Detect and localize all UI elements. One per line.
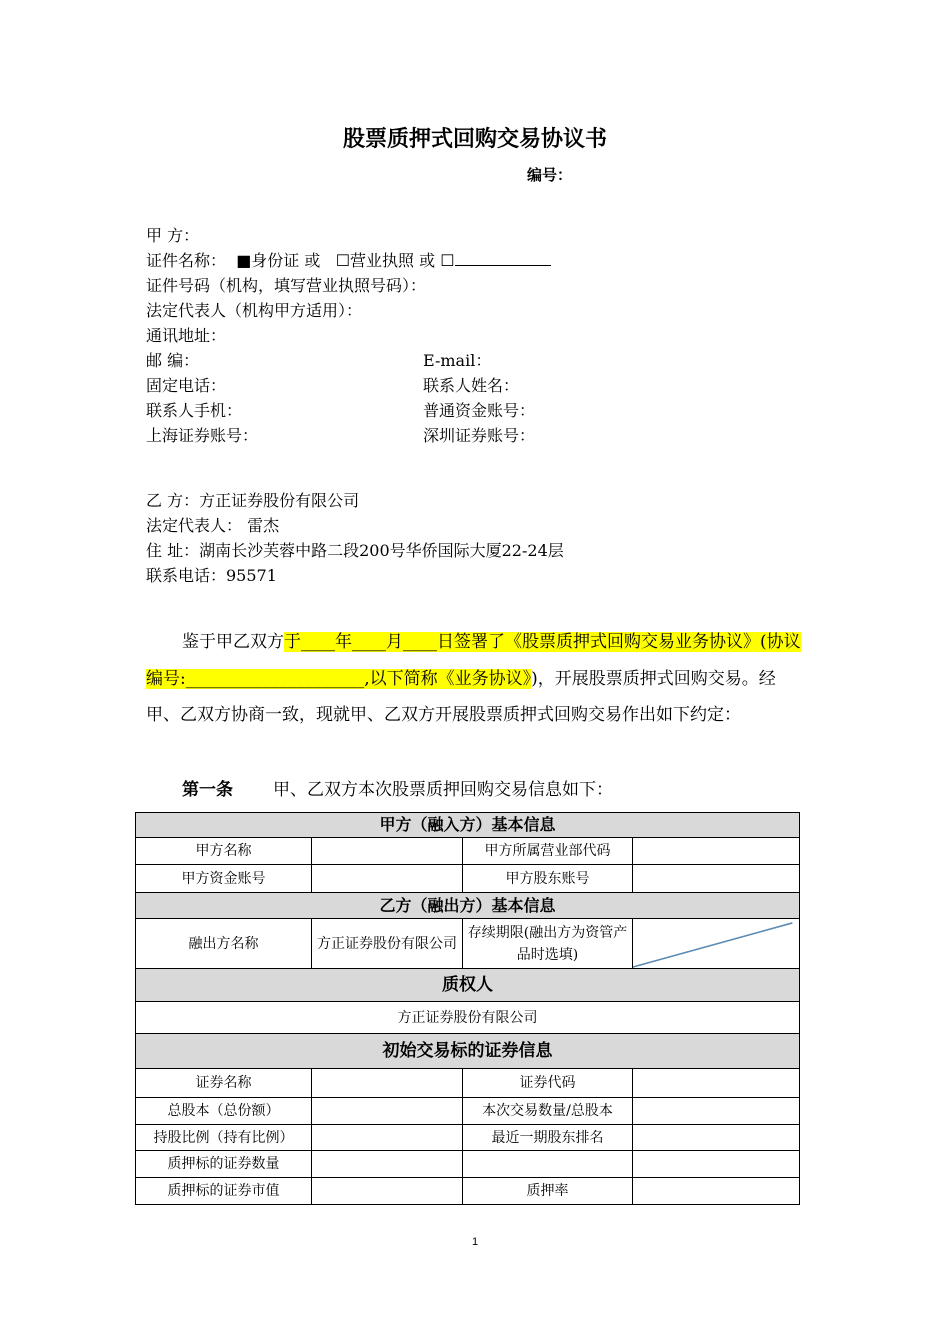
party-b-legal-rep: 法定代表人： 雷杰	[146, 516, 280, 535]
cell-hold-ratio-value[interactable]	[312, 1125, 463, 1151]
cell-b-name-label: 融出方名称	[136, 919, 312, 969]
cell-rank-value[interactable]	[633, 1125, 800, 1151]
cell-a-branch-value[interactable]	[633, 838, 800, 865]
cell-pledge-qty-label: 质押标的证券数量	[136, 1151, 312, 1178]
address-label: 通讯地址：	[146, 326, 227, 345]
cert-option-other: ☐	[440, 251, 455, 270]
email-label: E-mail：	[423, 351, 492, 370]
sz-account-label: 深圳证券账号：	[423, 426, 536, 445]
cell-pledge-value-value[interactable]	[312, 1178, 463, 1205]
preamble-start: 鉴于甲乙双方	[182, 632, 284, 652]
cell-hold-ratio-label: 持股比例（持有比例）	[136, 1125, 312, 1151]
cell-empty-label	[463, 1151, 633, 1178]
cell-a-branch-label: 甲方所属营业部代码	[463, 838, 633, 865]
preamble-end: )，开展股票质押式回购交易。经甲、乙双方协商一致，现就甲、乙双方开展股票质押式回购交易作出如下约定：	[146, 668, 776, 725]
cell-pledge-value-label: 质押标的证券市值	[136, 1178, 312, 1205]
cell-a-holder-value[interactable]	[633, 865, 800, 893]
cell-a-name-value[interactable]	[312, 838, 463, 865]
cell-sec-code-label: 证券代码	[463, 1069, 633, 1098]
cert-option-id-card: ■身份证	[236, 251, 300, 270]
cell-a-holder-label: 甲方股东账号	[463, 865, 633, 893]
party-b-address: 住 址：湖南长沙芙蓉中路二段200号华侨国际大厦22-24层	[146, 541, 564, 560]
cell-rank-label: 最近一期股东排名	[463, 1125, 633, 1151]
cell-total-shares-value[interactable]	[312, 1098, 463, 1125]
page-number: 1	[471, 1236, 479, 1248]
cell-b-name-value: 方正证券股份有限公司	[312, 919, 463, 969]
number-label: 编号：	[527, 166, 573, 184]
diagonal-strike	[633, 919, 799, 968]
cert-option-license: ☐营业执照	[335, 251, 415, 270]
phone-label: 固定电话：	[146, 376, 227, 395]
highlighted-agreement-short: 《业务协议》	[437, 668, 532, 689]
cell-a-name-label: 甲方名称	[136, 838, 312, 865]
or-text: 或	[419, 251, 436, 270]
cert-name-line	[146, 251, 551, 271]
cell-trade-ratio-label: 本次交易数量/总股本	[463, 1098, 633, 1125]
section-header-party-b: 乙方（融出方）基本信息	[136, 893, 800, 919]
highlighted-agreement-ref: 于____年____月____日签署了《股票质押式回购交易业务协议》(协议编号:_____________________,以下简称	[146, 632, 801, 689]
cell-a-fund-label: 甲方资金账号	[136, 865, 312, 893]
section-header-securities: 初始交易标的证券信息	[136, 1034, 800, 1069]
cell-empty-value[interactable]	[633, 1151, 800, 1178]
contact-mobile-label: 联系人手机：	[146, 401, 243, 420]
cell-sec-code-value[interactable]	[633, 1069, 800, 1098]
other-cert-blank	[455, 251, 551, 266]
article-one	[182, 778, 613, 802]
cell-pledge-rate-value[interactable]	[633, 1178, 800, 1205]
cell-pledgee-value: 方正证券股份有限公司	[136, 1002, 800, 1034]
or-text: 或	[304, 251, 321, 270]
cell-total-shares-label: 总股本（总份额）	[136, 1098, 312, 1125]
party-b-phone: 联系电话：95571	[146, 566, 277, 585]
postcode-label: 邮 编：	[146, 351, 200, 370]
contact-name-label: 联系人姓名：	[423, 376, 520, 395]
cert-no-label: 证件号码（机构，填写营业执照号码）：	[146, 276, 427, 295]
cell-pledge-rate-label: 质押率	[463, 1178, 633, 1205]
cell-pledge-qty-value[interactable]	[312, 1151, 463, 1178]
cell-sec-name-label: 证券名称	[136, 1069, 312, 1098]
sh-account-label: 上海证券账号：	[146, 426, 259, 445]
legal-rep-label: 法定代表人（机构甲方适用）：	[146, 301, 363, 320]
cell-sec-name-value[interactable]	[312, 1069, 463, 1098]
party-b-name: 乙 方：方正证券股份有限公司	[146, 491, 360, 510]
preamble-paragraph	[146, 624, 808, 734]
article-text: 甲、乙双方本次股票质押回购交易信息如下：	[273, 780, 613, 800]
party-a-label: 甲 方：	[146, 226, 200, 245]
cell-b-term-label: 存续期限(融出方为资管产品时选填)	[463, 919, 633, 969]
cert-name-label: 证件名称：	[146, 251, 227, 270]
document-title: 股票质押式回购交易协议书	[342, 127, 607, 152]
transaction-info-table	[135, 812, 800, 1205]
section-header-pledgee: 质权人	[136, 969, 800, 1002]
cell-trade-ratio-value[interactable]	[633, 1098, 800, 1125]
article-number: 第一条	[182, 780, 233, 800]
section-header-party-a: 甲方（融入方）基本信息	[136, 813, 800, 838]
fund-account-label: 普通资金账号：	[423, 401, 536, 420]
cell-b-term-value	[633, 919, 800, 969]
cell-a-fund-value[interactable]	[312, 865, 463, 893]
